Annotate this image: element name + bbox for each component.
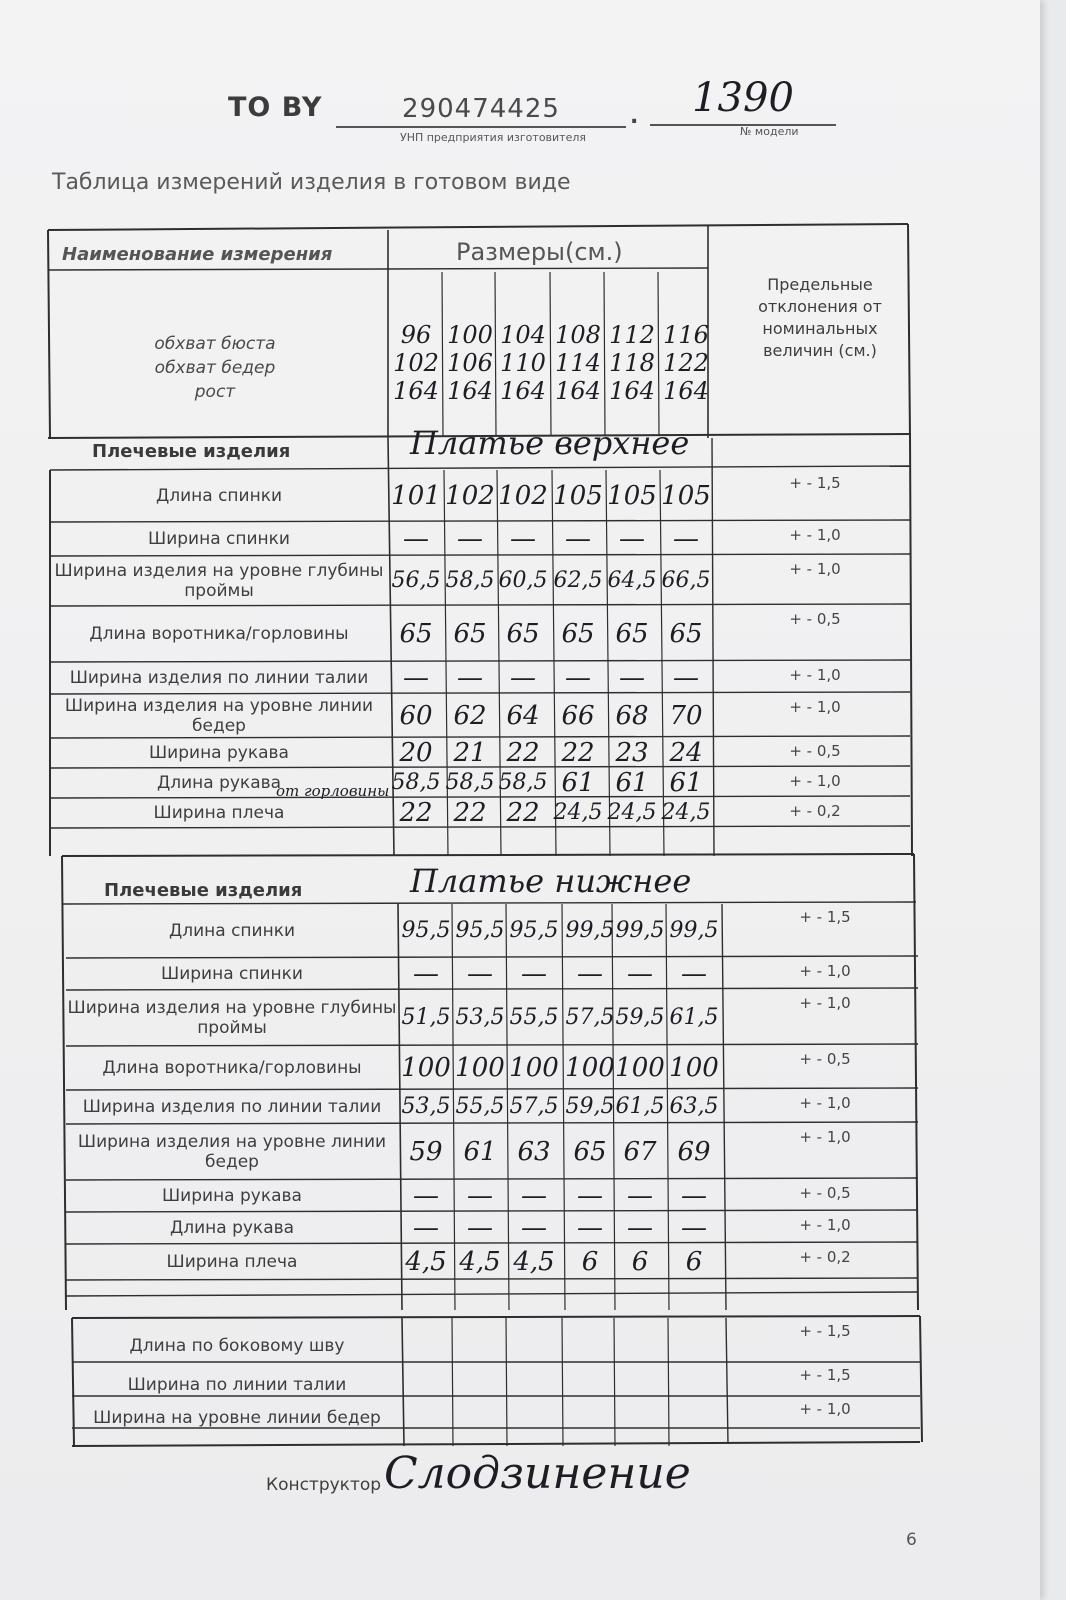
sizes-header: Размеры(см.)	[456, 238, 623, 266]
s2-value-r4-c5: 100	[615, 1053, 665, 1083]
param-hips: обхват бедер	[154, 358, 276, 378]
s1-value-r2-c1: —	[403, 524, 429, 554]
s1-label-3: Ширина изделия на уровне глубины проймы	[54, 561, 384, 601]
grid-line	[668, 1318, 669, 1446]
s2-label-8: Длина рукава	[169, 1218, 295, 1238]
s2-label-9: Ширина плеча	[166, 1252, 298, 1272]
s2-label-6: Ширина изделия на уровне линии бедер	[77, 1132, 387, 1172]
s1-value-r5-c6: —	[673, 663, 699, 693]
s1-value-r6-c3: 64	[506, 701, 540, 731]
s1-value-r7-c3: 22	[506, 738, 540, 768]
s1-value-r1-c2: 102	[445, 481, 495, 511]
s1-value-r8-c3: 58,5	[498, 770, 548, 795]
s2-value-r6-c2: 61	[463, 1137, 497, 1167]
s2-value-r3-c6: 61,5	[669, 1005, 719, 1030]
s1-value-r3-c2: 58,5	[445, 568, 495, 593]
s1-tolerance-4: + - 0,5	[789, 610, 841, 628]
s2-value-r2-c4: —	[577, 959, 603, 989]
s1-label-8: Длина рукава	[156, 773, 282, 793]
s2-value-r8-c6: —	[681, 1213, 707, 1243]
s1-value-r2-c5: —	[619, 524, 645, 554]
size-bust-2: 100	[447, 321, 493, 349]
s2-value-r6-c1: 59	[409, 1137, 443, 1167]
s2-value-r2-c3: —	[521, 959, 547, 989]
s2-value-r2-c2: —	[467, 959, 493, 989]
s2-tolerance-7: + - 0,5	[799, 1184, 851, 1202]
grid-line	[48, 224, 908, 230]
s3-tolerance-2: + - 1,5	[799, 1366, 851, 1384]
s2-value-r5-c3: 57,5	[509, 1094, 559, 1119]
s1-value-r9-c3: 22	[506, 798, 540, 828]
s2-value-r4-c2: 100	[455, 1053, 505, 1083]
grid-line	[72, 1442, 920, 1446]
s2-tolerance-4: + - 0,5	[799, 1050, 851, 1068]
s3-label-3: Ширина на уровне линии бедер	[93, 1408, 381, 1428]
s2-value-r5-c5: 61,5	[615, 1094, 665, 1119]
s1-label-9: Ширина плеча	[153, 803, 285, 823]
grid-line	[50, 554, 910, 556]
designer-label: Конструктор	[266, 1475, 382, 1495]
size-hips-3: 110	[500, 349, 546, 377]
model-number: 1390	[650, 76, 836, 126]
s1-tolerance-7: + - 0,5	[789, 742, 841, 760]
s2-value-r7-c1: —	[413, 1181, 439, 1211]
s2-value-r4-c1: 100	[401, 1053, 451, 1083]
s3-label-1: Длина по боковому шву	[129, 1336, 345, 1356]
grid-line	[48, 230, 50, 438]
s1-value-r1-c3: 102	[498, 481, 548, 511]
s1-value-r8-c1: 58,5	[391, 770, 441, 795]
deviations-header: Предельные отклонения от номинальных величин (см.)	[758, 275, 882, 360]
document-title: Таблица измерений изделия в готовом виде	[52, 170, 571, 195]
s1-value-r6-c1: 60	[399, 701, 433, 731]
grid-line	[562, 1318, 563, 1446]
s1-value-r5-c2: —	[457, 663, 483, 693]
s1-value-r3-c1: 56,5	[391, 568, 441, 593]
section1-category: Плечевые изделия	[92, 441, 291, 462]
grid-line	[66, 1292, 918, 1296]
size-bust-5: 112	[609, 321, 655, 349]
s2-label-4: Длина воротника/горловины	[102, 1058, 362, 1078]
s2-value-r6-c4: 65	[573, 1137, 607, 1167]
s1-value-r2-c3: —	[510, 524, 536, 554]
s2-tolerance-3: + - 1,0	[799, 994, 851, 1012]
grid-line	[452, 1318, 453, 1446]
s1-value-r8-c2: 58,5	[445, 770, 495, 795]
size-height-2: 164	[447, 377, 493, 405]
s2-value-r1-c3: 95,5	[509, 918, 559, 943]
s2-value-r1-c1: 95,5	[401, 918, 451, 943]
grid-line	[66, 956, 918, 958]
s1-value-r2-c2: —	[457, 524, 483, 554]
s1-value-r4-c1: 65	[399, 619, 433, 649]
s2-label-1: Длина спинки	[168, 921, 296, 941]
s1-value-r7-c1: 20	[399, 738, 433, 768]
s2-label-3: Ширина изделия на уровне глубины проймы	[67, 998, 397, 1038]
size-height-3: 164	[500, 377, 546, 405]
s2-value-r7-c2: —	[467, 1181, 493, 1211]
unp-caption: УНП предприятия изготовителя	[400, 131, 587, 144]
separator-dot: .	[630, 104, 639, 129]
s2-value-r3-c3: 55,5	[509, 1005, 559, 1030]
s2-value-r3-c4: 57,5	[565, 1005, 615, 1030]
s1-value-r1-c6: 105	[661, 481, 711, 511]
s1-label-2: Ширина спинки	[148, 529, 290, 549]
s1-value-r5-c1: —	[403, 663, 429, 693]
s1-tolerance-1: + - 1,5	[789, 474, 841, 492]
grid-line	[62, 902, 916, 904]
grid-line	[66, 1178, 918, 1180]
size-height-6: 164	[663, 377, 709, 405]
grid-line	[726, 1318, 728, 1444]
s1-value-r8-c4: 61	[561, 768, 595, 798]
s2-value-r6-c6: 69	[677, 1137, 711, 1167]
size-bust-1: 96	[400, 321, 432, 349]
grid-line	[48, 268, 708, 270]
param-height: рост	[194, 382, 236, 402]
s2-value-r4-c6: 100	[669, 1053, 719, 1083]
s1-value-r7-c2: 21	[453, 738, 487, 768]
s2-value-r2-c5: —	[627, 959, 653, 989]
size-bust-3: 104	[500, 321, 546, 349]
s3-tolerance-3: + - 1,0	[799, 1400, 851, 1418]
s2-value-r8-c2: —	[467, 1213, 493, 1243]
s1-value-r2-c6: —	[673, 524, 699, 554]
s1-value-r7-c5: 23	[615, 738, 649, 768]
s1-value-r1-c5: 105	[607, 481, 657, 511]
s1-label-1: Длина спинки	[155, 486, 283, 506]
s2-value-r4-c4: 100	[565, 1053, 615, 1083]
size-hips-2: 106	[447, 349, 493, 377]
s1-value-r9-c1: 22	[399, 798, 433, 828]
grid-line	[66, 1088, 918, 1090]
grid-line	[62, 854, 914, 856]
s2-value-r3-c5: 59,5	[615, 1005, 665, 1030]
size-hips-6: 122	[663, 349, 709, 377]
s1-value-r7-c4: 22	[561, 738, 595, 768]
s1-value-r4-c2: 65	[453, 619, 487, 649]
grid-line	[506, 1318, 507, 1446]
s1-value-r9-c2: 22	[453, 798, 487, 828]
s1-tolerance-6: + - 1,0	[789, 698, 841, 716]
s1-tolerance-8: + - 1,0	[789, 772, 841, 790]
size-bust-6: 116	[663, 321, 709, 349]
s2-tolerance-6: + - 1,0	[799, 1128, 851, 1146]
grid-line	[66, 1278, 918, 1280]
size-bust-4: 108	[555, 321, 601, 349]
s1-tolerance-5: + - 1,0	[789, 666, 841, 684]
grid-line	[66, 1044, 918, 1046]
designer-signature: Слодзинение	[384, 1448, 691, 1499]
size-hips-5: 118	[609, 349, 655, 377]
size-hips-1: 102	[393, 349, 439, 377]
s1-value-r5-c3: —	[510, 663, 536, 693]
s1-label-4: Длина воротника/горловины	[89, 624, 349, 644]
s1-value-r9-c4: 24,5	[553, 800, 603, 825]
s2-value-r7-c3: —	[521, 1181, 547, 1211]
grid-line	[722, 904, 726, 1310]
grid-line	[910, 434, 912, 856]
s2-value-r1-c5: 99,5	[615, 918, 665, 943]
s2-tolerance-2: + - 1,0	[799, 962, 851, 980]
page-number: 6	[906, 1530, 917, 1550]
grid-line	[72, 1316, 920, 1318]
s1-value-r8-c6: 61	[669, 768, 703, 798]
s1-value-r3-c6: 66,5	[661, 568, 711, 593]
size-height-5: 164	[609, 377, 655, 405]
s2-tolerance-9: + - 0,2	[799, 1248, 851, 1266]
s1-tolerance-9: + - 0,2	[789, 802, 841, 820]
s2-value-r9-c6: 6	[685, 1247, 703, 1277]
grid-line	[614, 1318, 615, 1446]
s2-value-r2-c1: —	[413, 959, 439, 989]
s2-value-r2-c6: —	[681, 959, 707, 989]
s2-value-r4-c3: 100	[509, 1053, 559, 1083]
s1-value-r6-c2: 62	[453, 701, 487, 731]
s1-value-r5-c5: —	[619, 663, 645, 693]
s2-value-r7-c6: —	[681, 1181, 707, 1211]
s1-label-6: Ширина изделия на уровне линии бедер	[64, 696, 374, 736]
s2-value-r7-c4: —	[577, 1181, 603, 1211]
s1-value-r9-c5: 24,5	[607, 800, 657, 825]
size-height-4: 164	[555, 377, 601, 405]
s2-tolerance-8: + - 1,0	[799, 1216, 851, 1234]
model-caption: № модели	[740, 125, 799, 138]
s2-value-r9-c3: 4,5	[513, 1247, 555, 1277]
s1-value-r6-c5: 68	[615, 701, 649, 731]
grid-line	[50, 604, 910, 606]
grid-line	[920, 1316, 922, 1442]
s1-value-r4-c5: 65	[615, 619, 649, 649]
param-bust: обхват бюста	[154, 334, 276, 354]
s1-sleeve-note: от горловины	[276, 782, 390, 800]
s1-value-r4-c4: 65	[561, 619, 595, 649]
s2-value-r9-c2: 4,5	[459, 1247, 501, 1277]
s1-value-r2-c4: —	[565, 524, 591, 554]
s1-value-r1-c4: 105	[553, 481, 603, 511]
s2-value-r8-c4: —	[577, 1213, 603, 1243]
s2-label-5: Ширина изделия по линии талии	[82, 1097, 382, 1117]
s2-value-r3-c2: 53,5	[455, 1005, 505, 1030]
s1-value-r4-c6: 65	[669, 619, 703, 649]
section2-product: Платье нижнее	[410, 862, 692, 900]
grid-line	[66, 1122, 918, 1124]
s2-value-r3-c1: 51,5	[401, 1005, 451, 1030]
s1-value-r3-c4: 62,5	[553, 568, 603, 593]
s2-label-2: Ширина спинки	[161, 964, 303, 984]
to-prefix: ТО BY	[228, 92, 323, 123]
s2-value-r6-c5: 67	[623, 1137, 657, 1167]
s2-value-r5-c1: 53,5	[401, 1094, 451, 1119]
grid-line	[50, 660, 910, 662]
s1-value-r1-c1: 101	[391, 481, 441, 511]
s2-value-r8-c3: —	[521, 1213, 547, 1243]
s1-label-7: Ширина рукава	[149, 743, 289, 763]
s1-tolerance-3: + - 1,0	[789, 560, 841, 578]
size-height-1: 164	[393, 377, 439, 405]
s3-label-2: Ширина по линии талии	[127, 1375, 347, 1395]
s1-value-r6-c6: 70	[669, 701, 703, 731]
s1-value-r4-c3: 65	[506, 619, 540, 649]
s2-value-r9-c4: 6	[581, 1247, 599, 1277]
grid-line	[402, 1318, 404, 1446]
s2-value-r9-c1: 4,5	[405, 1247, 447, 1277]
s2-value-r6-c3: 63	[517, 1137, 551, 1167]
s2-value-r8-c5: —	[627, 1213, 653, 1243]
grid-line	[50, 520, 910, 522]
s2-value-r5-c4: 59,5	[565, 1094, 615, 1119]
unp-value: 290474425	[336, 92, 626, 128]
s2-value-r5-c2: 55,5	[455, 1094, 505, 1119]
s2-value-r9-c5: 6	[631, 1247, 649, 1277]
s1-value-r8-c5: 61	[615, 768, 649, 798]
s2-value-r1-c4: 99,5	[565, 918, 615, 943]
s1-value-r6-c4: 66	[561, 701, 595, 731]
s2-label-7: Ширина рукава	[162, 1186, 302, 1206]
s2-value-r7-c5: —	[627, 1181, 653, 1211]
s1-value-r7-c6: 24	[669, 738, 703, 768]
s1-value-r3-c5: 64,5	[607, 568, 657, 593]
size-hips-4: 114	[555, 349, 601, 377]
s2-value-r5-c6: 63,5	[669, 1094, 719, 1119]
s2-value-r1-c2: 95,5	[455, 918, 505, 943]
s2-value-r1-c6: 99,5	[669, 918, 719, 943]
s1-value-r5-c4: —	[565, 663, 591, 693]
s1-value-r3-c3: 60,5	[498, 568, 548, 593]
s2-tolerance-5: + - 1,0	[799, 1094, 851, 1112]
s2-tolerance-1: + - 1,5	[799, 908, 851, 926]
section2-category: Плечевые изделия	[104, 880, 303, 901]
size-parameters	[100, 332, 330, 404]
s2-value-r8-c1: —	[413, 1213, 439, 1243]
s1-label-5: Ширина изделия по линии талии	[69, 668, 369, 688]
s1-value-r9-c6: 24,5	[661, 800, 711, 825]
measurement-name-header: Наименование измерения	[62, 244, 333, 265]
s1-tolerance-2: + - 1,0	[789, 526, 841, 544]
grid-line	[50, 466, 910, 470]
s3-tolerance-1: + - 1,5	[799, 1322, 851, 1340]
section1-product: Платье верхнее	[410, 424, 690, 462]
